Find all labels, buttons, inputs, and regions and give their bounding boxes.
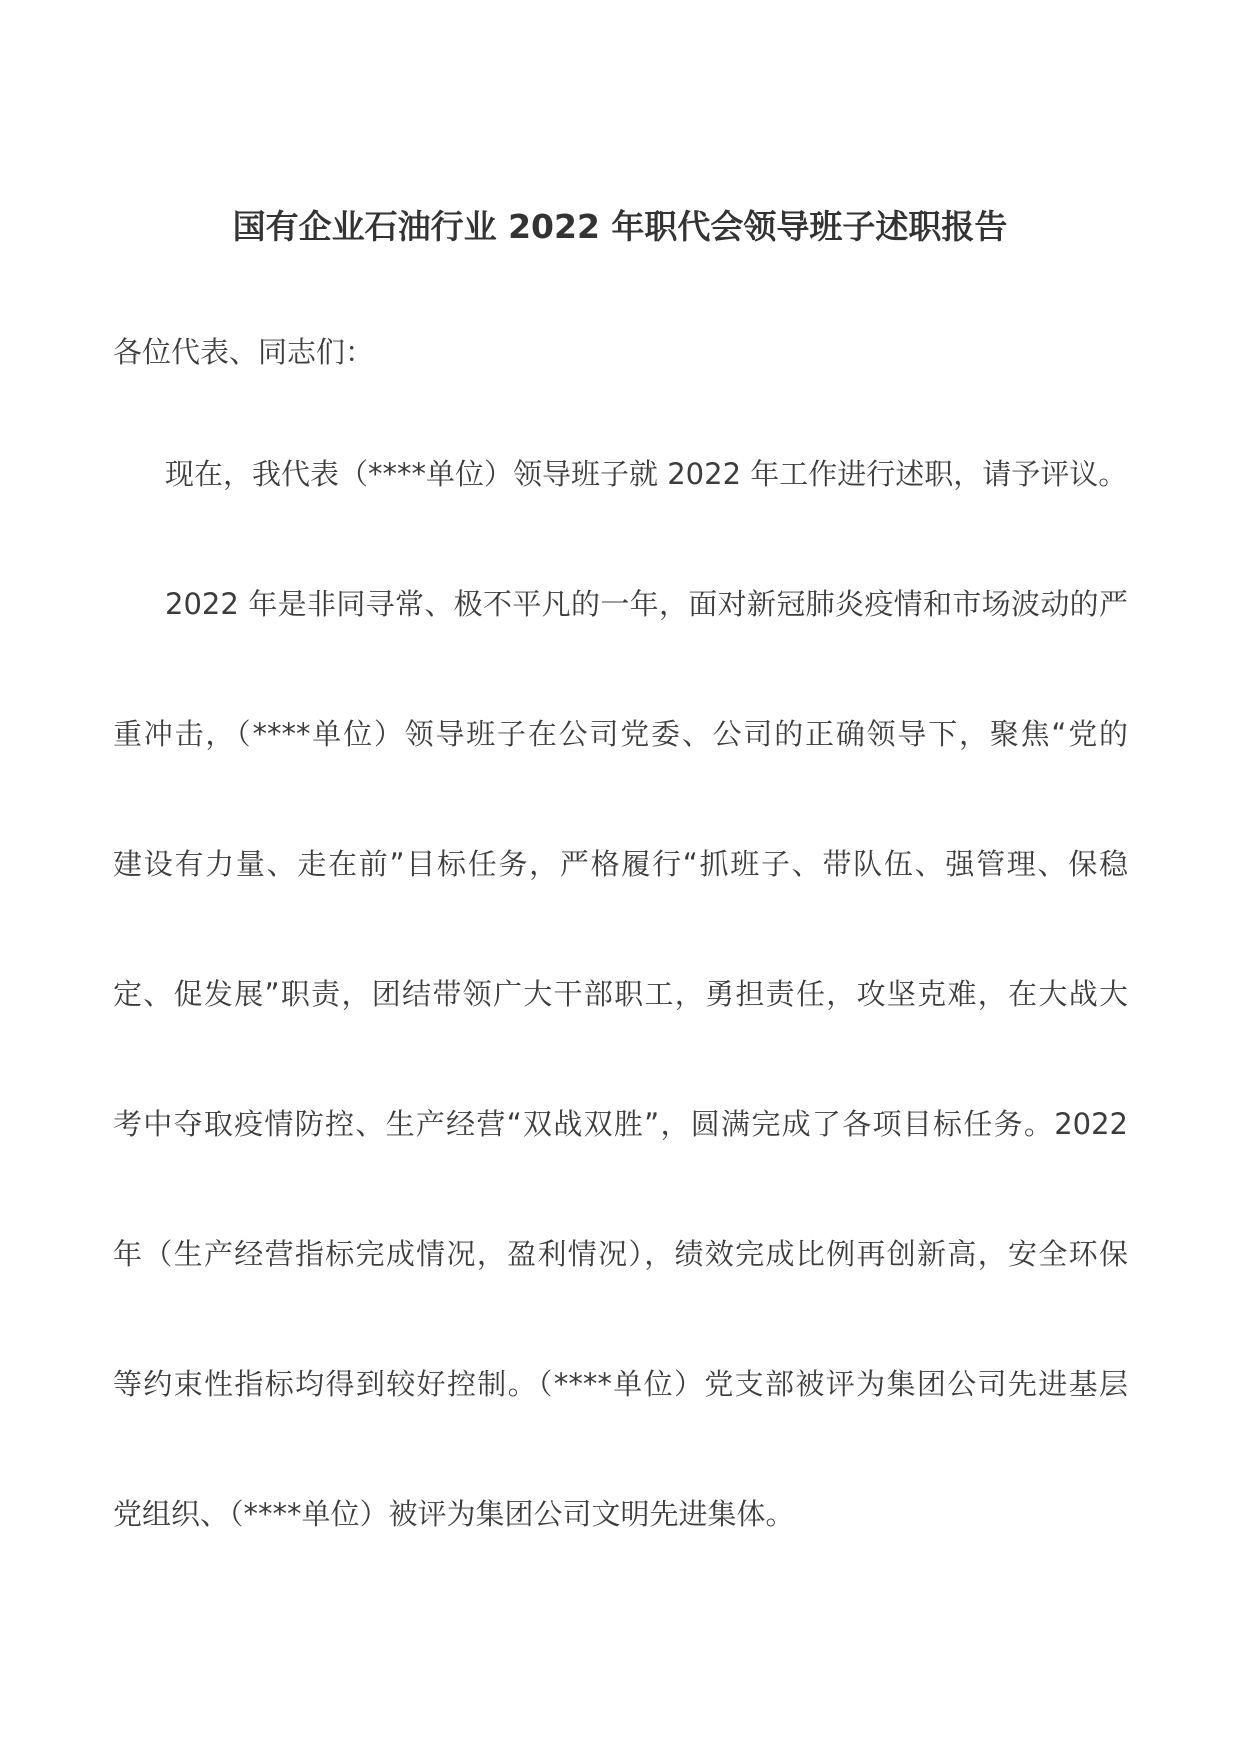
intro-paragraph: 现在，我代表（****单位）领导班子就 2022 年工作进行述职，请予评议。 bbox=[165, 457, 1128, 491]
salutation: 各位代表、同志们： bbox=[113, 335, 375, 369]
document-title: 国有企业石油行业 2022 年职代会领导班子述职报告 bbox=[232, 207, 1008, 246]
body-line-1: 2022 年是非同寻常、极不平凡的一年，面对新冠肺炎疫情和市场波动的严 bbox=[165, 587, 1128, 621]
body-line-2: 重冲击，（****单位）领导班子在公司党委、公司的正确领导下，聚焦“党的 bbox=[113, 717, 1128, 751]
body-line-3: 建设有力量、走在前”目标任务，严格履行“抓班子、带队伍、强管理、保稳 bbox=[113, 847, 1128, 881]
body-line-4: 定、促发展”职责，团结带领广大干部职工，勇担责任，攻坚克难，在大战大 bbox=[113, 977, 1128, 1011]
body-line-5: 考中夺取疫情防控、生产经营“双战双胜”，圆满完成了各项目标任务。2022 bbox=[113, 1107, 1128, 1141]
body-line-8: 党组织、（****单位）被评为集团公司文明先进集体。 bbox=[113, 1497, 795, 1531]
body-line-7: 等约束性指标均得到较好控制。（****单位）党支部被评为集团公司先进基层 bbox=[113, 1367, 1128, 1401]
body-line-6: 年（生产经营指标完成情况，盈利情况），绩效完成比例再创新高，安全环保 bbox=[113, 1237, 1128, 1271]
